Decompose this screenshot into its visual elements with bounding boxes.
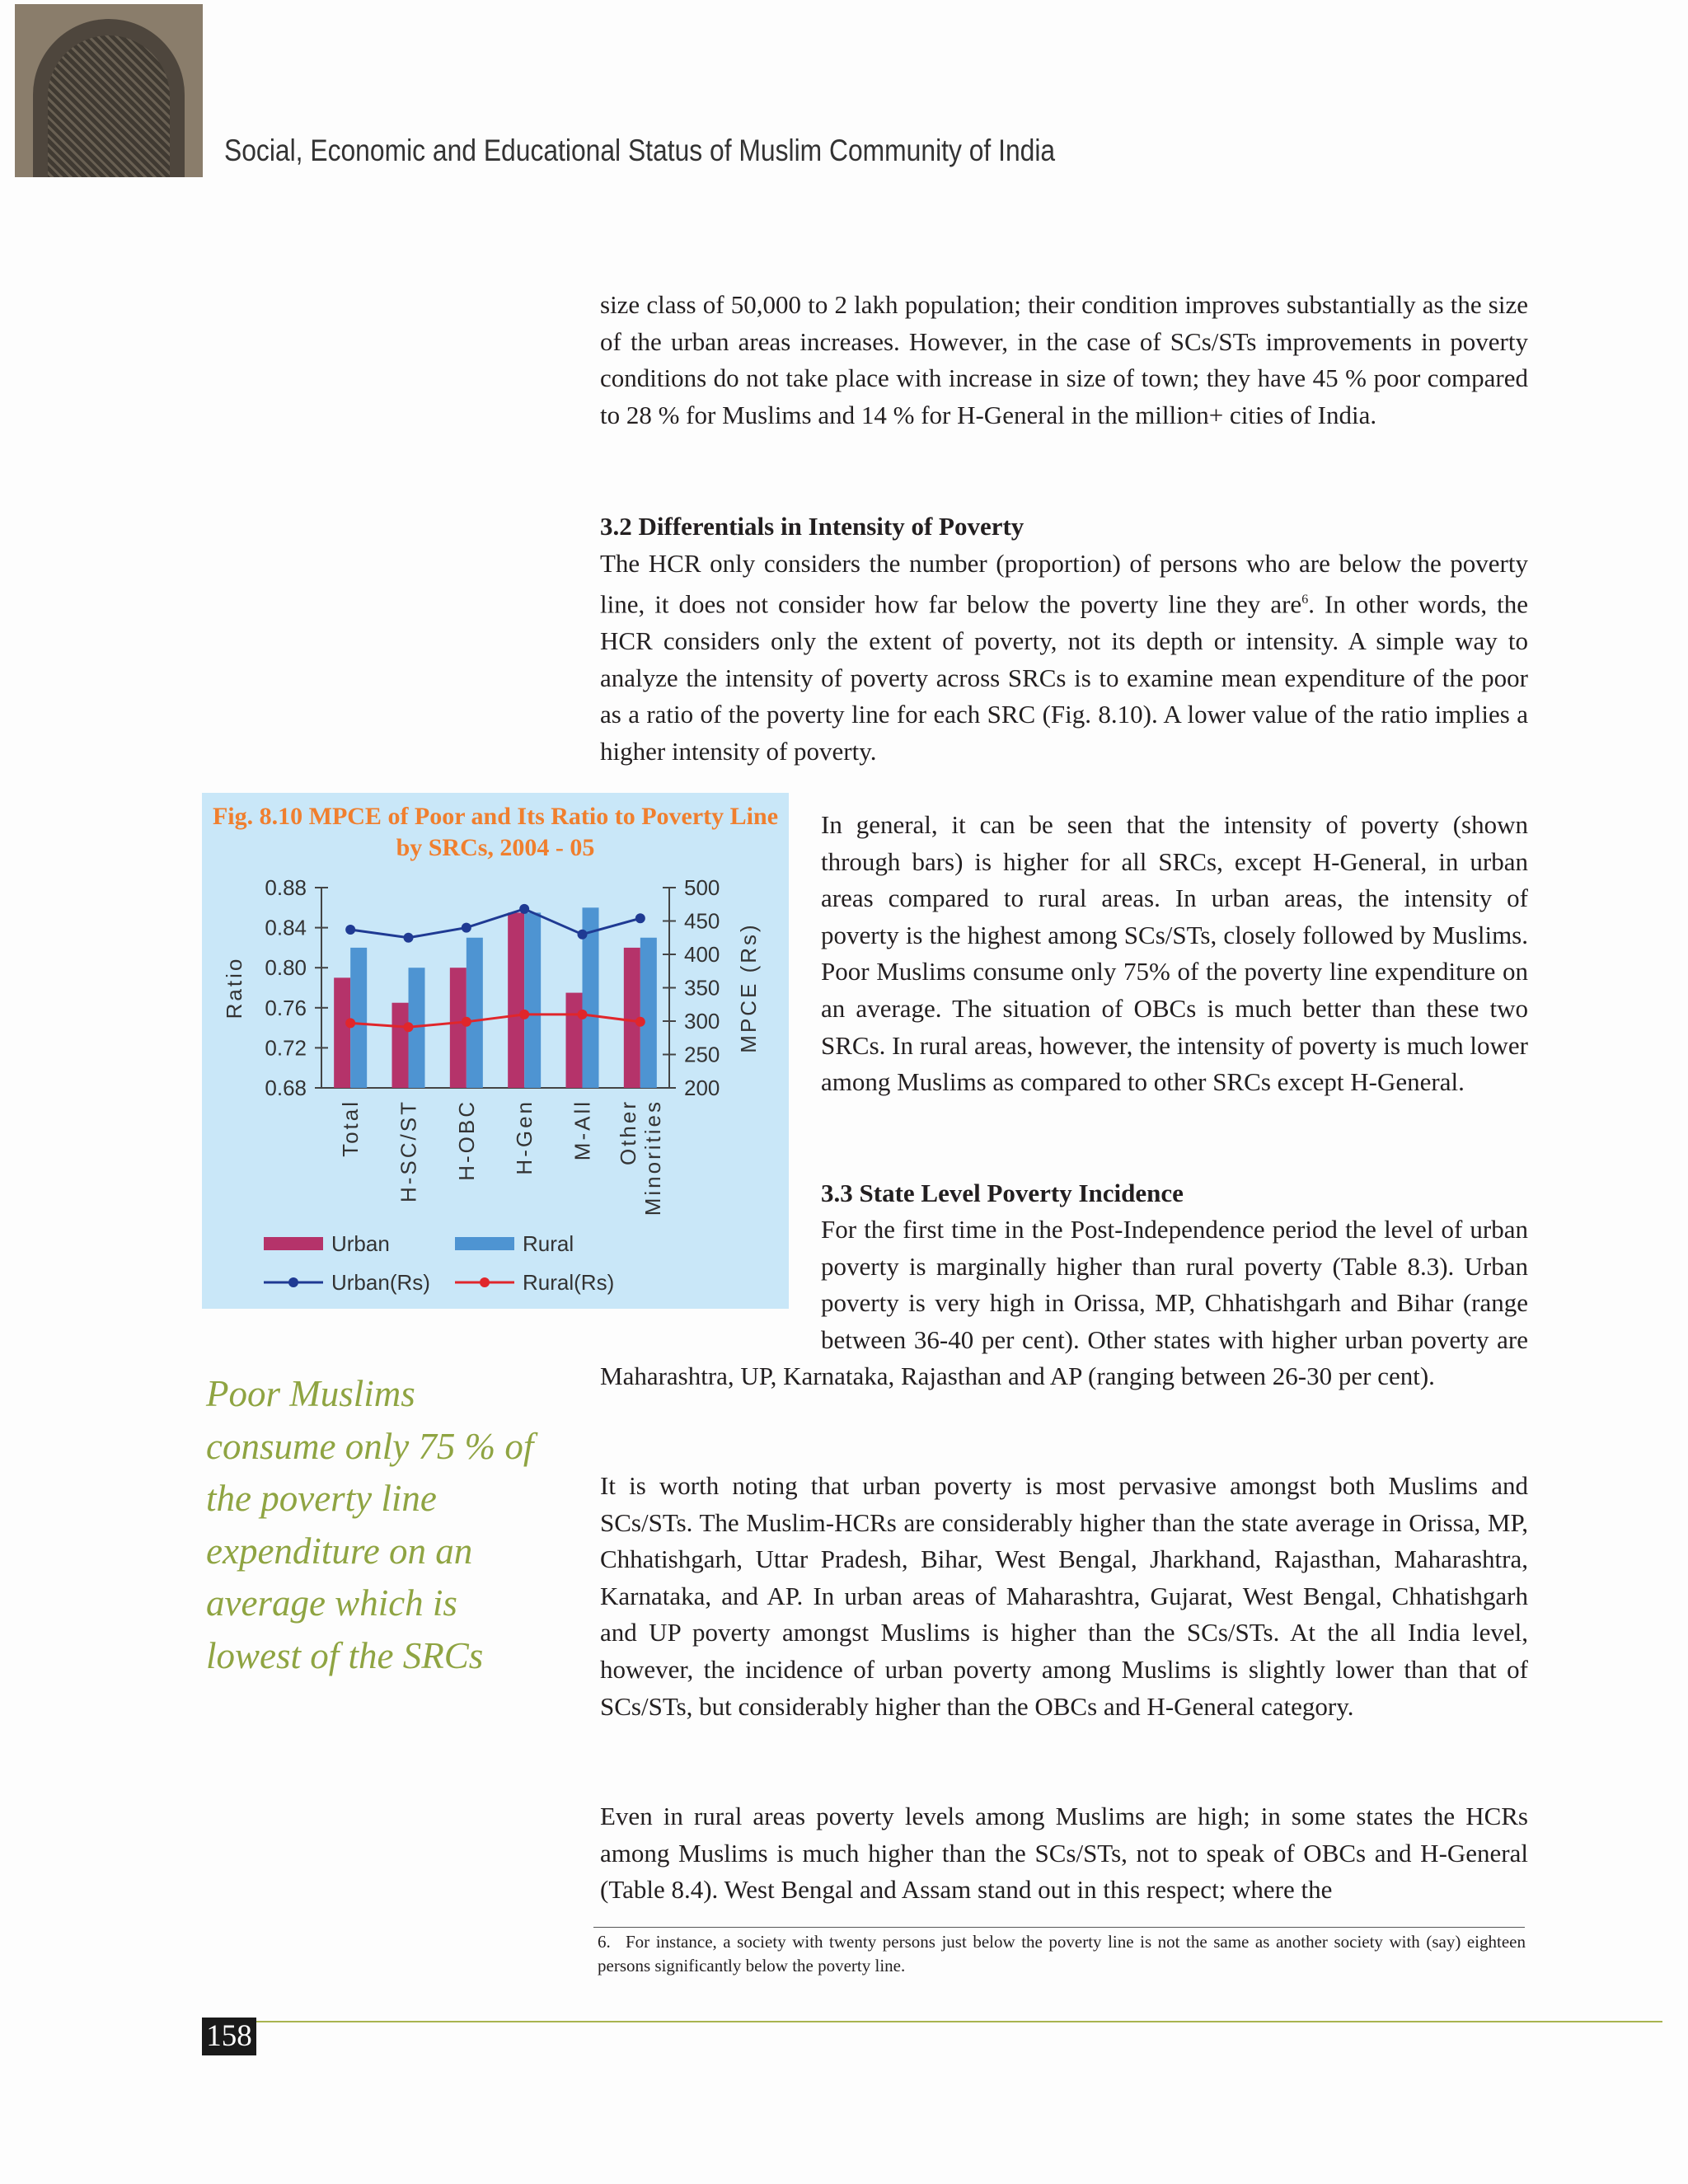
point-ruralrs [462,1017,471,1027]
point-ruralrs [578,1010,588,1019]
x-tick-label: H-OBC [453,1099,479,1181]
footnote [598,1930,1526,1978]
bar-urban [450,968,467,1088]
legend-swatch [264,1237,323,1250]
point-urbanrs [404,933,414,943]
x-tick-label: M-All [570,1099,595,1161]
legend-swatch [455,1237,514,1250]
footnote-rule [593,1927,1525,1928]
y-tick-label: 0.88 [265,875,307,900]
bar-rural [640,938,657,1088]
bar-rural [524,912,541,1088]
y-tick-label: 0.80 [265,955,307,981]
bar-urban [566,993,583,1088]
y-axis-label: Ratio [222,956,246,1019]
legend-marker [480,1277,490,1287]
y2-tick-label: 400 [684,942,720,967]
footnote-number: 6. [598,1932,611,1952]
legend-label: Urban [331,1231,390,1256]
point-urbanrs [635,913,645,923]
y-tick-label: 0.72 [265,1035,307,1061]
y2-axis-label: MPCE (Rs) [736,922,761,1053]
point-ruralrs [635,1017,645,1027]
bar-rural [467,938,483,1088]
bar-rural [350,948,367,1088]
point-urbanrs [519,904,529,914]
point-ruralrs [519,1010,529,1019]
bar-urban [392,1003,409,1088]
legend-label: Urban(Rs) [331,1270,430,1295]
point-urbanrs [578,930,588,940]
y2-tick-label: 350 [684,975,720,1001]
section-heading: 3.2 Differentials in Intensity of Poverty [600,512,1025,541]
y2-tick-label: 450 [684,908,720,934]
footnote-text: For instance, a society with twenty persons just below the poverty line is not the same as another society with (say) eighteen persons significantly below the poverty line. [598,1932,1526,1975]
running-header-title: Social, Economic and Educational Status of Muslim Community of India [224,134,1056,167]
figure-title: Fig. 8.10 MPCE of Poor and Its Ratio to Poverty Line by SRCs, 2004 - 05 [212,803,779,861]
paragraph-text [600,546,1528,771]
paragraph-text-part: . In other words, the HCR considers only the extent of poverty, not its depth or intensity. A simple way to analyze the intensity of poverty across SRCs is to examine mean expenditure of the poor as a ratio of the poverty line for each SRC (Fig. 8.10). A lower value of the ratio implies a higher intensity of poverty. [600,589,1529,766]
header-decorative-image [15,4,203,177]
section-heading: 3.3 State Level Poverty Incidence [821,1179,1184,1207]
x-tick-label: Total [338,1099,363,1157]
x-tick-label: H-SC/ST [396,1099,421,1202]
page-bottom-rule [202,2021,1662,2022]
point-ruralrs [404,1022,414,1032]
y2-tick-label: 300 [684,1009,720,1033]
x-tick-label: H-Gen [512,1099,537,1175]
paragraph-text: Even in rural areas poverty levels among Muslims are high; in some states the HCRs among Muslims is much higher than the SCs/STs, not to speak of OBCs and H-General (Table 8.4). West Bengal and Assam stand out in this respect; where the [600,1802,1528,1905]
y-tick-label: 0.68 [265,1076,307,1100]
point-ruralrs [345,1018,355,1028]
legend-label: Rural(Rs) [523,1270,615,1295]
paragraph-rural-poverty [600,1798,1528,1909]
x-tick-label: Minorities [640,1099,665,1216]
pull-quote: Poor Muslims consume only 75 % of the poverty line expenditure on an average which is lowest of the SRCs [206,1373,534,1676]
section-3-3-body [600,1212,1528,1395]
y2-tick-label: 200 [684,1076,720,1100]
footnote-reference: 6 [1301,593,1309,607]
y2-tick-label: 500 [684,875,720,900]
y-tick-label: 0.76 [265,995,307,1020]
legend-label: Rural [523,1231,574,1256]
paragraph-intensity [821,807,1528,1101]
y2-tick-label: 250 [684,1042,720,1067]
x-tick-label: Other [615,1099,640,1166]
paragraph-text: For the first time in the Post-Independence period the level of urban poverty is marginally higher than rural poverty (Table 8.3). Urban poverty is very high in Orissa, MP, Chhatishgarh and Bihar (range between 36-40 per cent). Other states with higher urban poverty are Maharashtra, UP, Karnataka, Rajasthan and AP (ranging between 26-30 per cent). [600,1215,1528,1391]
paragraph-text: size class of 50,000 to 2 lakh population; their condition improves substantially as the size of the urban areas increases. However, in the case of SCs/STs improvements in poverty conditions do not take place with increase in size of town; they have 45 % poor compared to 28 % for Muslims and 14 % for H-General in the million+ cities of India. [600,290,1528,429]
paragraph-text: It is worth noting that urban poverty is most pervasive amongst both Muslims and SCs/STs. The Muslim-HCRs are considerably higher than the state average in Orissa, MP, Chhatishgarh, Uttar Pradesh, Bihar, West Bengal, Jharkhand, Rajasthan, Maharashtra, Karnataka, and AP. In urban areas of Maharashtra, Gujarat, West Bengal, Chhatishgarh and UP poverty amongst Muslims is higher than the SCs/STs. At the all India level, however, the incidence of urban poverty among Muslims is slightly lower than that of SCs/STs, but considerably higher than the OBCs and H-General category. [600,1471,1528,1721]
paragraph-text: In general, it can be seen that the intensity of poverty (shown through bars) is higher for all SRCs, except H-General, in urban areas compared to rural areas. In urban areas, the intensity of poverty is the highest among SCs/STs, closely followed by Muslims. Poor Muslims consume only 75% of the poverty line expenditure on an average. The situation of OBCs is much better than these two SRCs. In rural areas, however, the intensity of poverty is much lower among Muslims as compared to other SRCs except H-General. [821,810,1528,1097]
paragraph-intro [600,287,1528,434]
point-urbanrs [462,923,471,933]
legend-marker [288,1277,298,1287]
point-urbanrs [345,925,355,935]
page-number: 158 [202,2018,256,2055]
paragraph-urban-poverty [600,1468,1528,1725]
y-tick-label: 0.84 [265,915,307,940]
bar-urban [508,912,524,1088]
bar-urban [334,977,350,1088]
section-3-2 [600,509,1528,770]
paragraph-text-part: The HCR only considers the number (proportion) of persons who are below the poverty line, it does not consider how far below the poverty line they are [600,548,1528,619]
